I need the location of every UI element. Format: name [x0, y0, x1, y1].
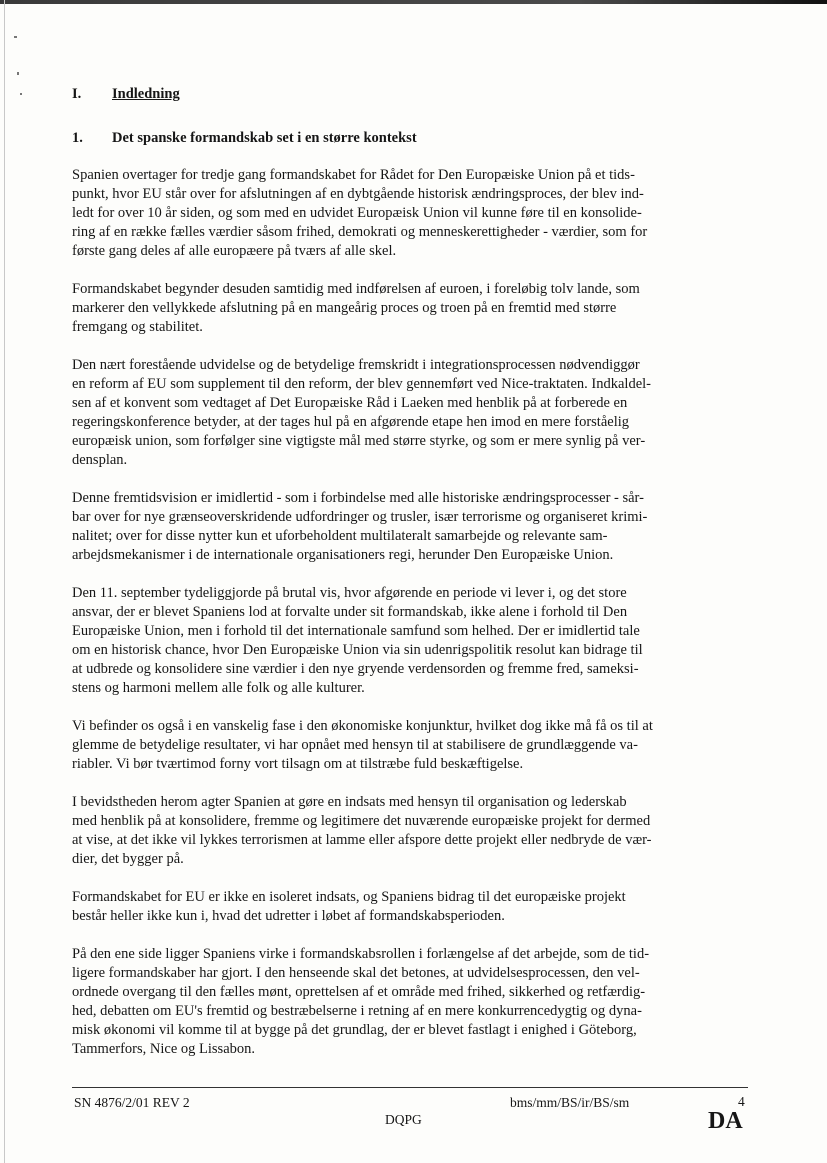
paragraph-line: regeringskonference betyder, at der tages hul på en afgørende etape hen imod en mere forståelig — [72, 414, 630, 430]
paragraph-line: dier, det bygger på. — [72, 851, 184, 867]
scan-edge-left — [4, 0, 5, 1163]
paragraph-line: fremgang og stabilitet. — [72, 319, 203, 335]
paragraph-line: med henblik på at konsolidere, fremme og legitimere det nuværende europæiske projekt for dermed — [72, 813, 651, 829]
scan-speck — [14, 36, 17, 38]
paragraph-line: Tammerfors, Nice og Lissabon. — [72, 1041, 256, 1057]
paragraph-line: at udbrede og konsolidere sine værdier i den nye gryende verdensorden og fremme fred, sameksi- — [72, 661, 639, 677]
paragraph-line: første gang deles af alle europæere på tværs af alle skel. — [72, 243, 397, 259]
paragraph-line: stens og harmoni mellem alle folk og alle kulturer. — [72, 680, 365, 696]
paragraph-line: punkt, hvor EU står over for afslutningen af en dybtgående historisk ændringsproces, der blev ind- — [72, 186, 644, 202]
paragraph-list — [72, 166, 748, 1059]
paragraph — [72, 356, 748, 470]
paragraph-line: På den ene side ligger Spaniens virke i formandskabsrollen i forlængelse af det arbejde, som de tid- — [72, 946, 650, 962]
paragraph — [72, 717, 748, 774]
paragraph-line: Formandskabet for EU er ikke en isoleret indsats, og Spaniens bidrag til det europæiske projekt — [72, 889, 626, 905]
paragraph-line: hed, debatten om EU's fremtid og bestræbelserne i retning af en mere konkurrencedygtig og dyna- — [72, 1003, 642, 1019]
paragraph-line: glemme de betydelige resultater, vi har opnået med hensyn til at stabilisere de grundlæggende va- — [72, 737, 638, 753]
paragraph-line: ledt for over 10 år siden, og som med en udvidet Europæisk Union vil kunne føre til en konsolide- — [72, 205, 642, 221]
paragraph-line: misk økonomi vil komme til at bygge på det grundlag, der er blevet fastlagt i enighed i Göteborg, — [72, 1022, 637, 1038]
subsection-heading — [72, 130, 748, 150]
paragraph-line: ordnede overgang til den fælles mønt, oprettelsen af et område med frihed, sikkerhed og retfærdig- — [72, 984, 646, 1000]
scan-speck — [20, 93, 22, 95]
paragraph-line: sen af et konvent som vedtaget af Det Europæiske Råd i Laeken med henblik på at forberede en — [72, 395, 628, 411]
paragraph-line: ligere formandskaber har gjort. I den henseende skal det betones, at udvidelsesprocessen, den vel- — [72, 965, 640, 981]
paragraph-line: om en historisk chance, hvor Den Europæiske Union via sin udenrigspolitik resolut kan bidrage til — [72, 642, 643, 658]
paragraph-line: densplan. — [72, 452, 128, 468]
language-code: DA — [708, 1108, 743, 1134]
paragraph-line: ansvar, der er blevet Spaniens lod at forvalte under sit formandskab, ikke alene i forhold til Den — [72, 604, 628, 620]
paragraph — [72, 166, 748, 261]
footer-divider — [72, 1087, 748, 1088]
paragraph-line: Formandskabet begynder desuden samtidig med indførelsen af euroen, i foreløbig tolv lande, som — [72, 281, 640, 297]
scan-speck — [17, 72, 19, 75]
paragraph-line: Vi befinder os også i en vanskelig fase i den økonomiske konjunktur, hvilket dog ikke må få os til at — [72, 718, 653, 734]
document-body — [72, 86, 748, 1059]
paragraph-line: I bevidstheden herom agter Spanien at gøre en indsats med hensyn til organisation og lederskab — [72, 794, 627, 810]
subsection-number: 1. — [72, 130, 83, 146]
paragraph-line: ring af en række fælles værdier såsom frihed, demokrati og menneskerettigheder - værdier, som for — [72, 224, 648, 240]
section-number: I. — [72, 86, 82, 102]
paragraph — [72, 888, 748, 926]
paragraph-line: at vise, at det ikke vil lykkes terrorismen at lamme eller afspore dette projekt eller nedbryde de vær- — [72, 832, 652, 848]
paragraph-line: Den nært forestående udvidelse og de betydelige fremskridt i integrationsprocessen nødvendiggør — [72, 357, 640, 373]
paragraph-line: Europæiske Union, men i forhold til det internationale samfund som helhed. Der er imidlertid tale — [72, 623, 640, 639]
paragraph — [72, 584, 748, 698]
department-code: DQPG — [385, 1112, 422, 1127]
paragraph-line: markerer den vellykkede afslutning på en mangeårig proces og troen på en fremtid med større — [72, 300, 617, 316]
paragraph-line: bar over for nye grænseoverskridende udfordringer og trusler, især terrorisme og organiseret krimi- — [72, 509, 648, 525]
paragraph-line: en reform af EU som supplement til den reform, der blev gennemført ved Nice-traktaten. Indkaldel- — [72, 376, 651, 392]
paragraph-line: riabler. Vi bør tværtimod forny vort tilsagn om at tilstræbe fuld beskæftigelse. — [72, 756, 524, 772]
paragraph — [72, 489, 748, 565]
paragraph — [72, 945, 748, 1059]
paragraph-line: europæisk union, som forfølger sine vigtigste mål med større styrke, og som er mere synlig på ver- — [72, 433, 646, 449]
author-initials: bms/mm/BS/ir/BS/sm — [510, 1095, 630, 1110]
paragraph-line: nalitet; over for disse nytter kun et uforbeholdent multilateralt samarbejde og relevante sam- — [72, 528, 608, 544]
document-reference: SN 4876/2/01 REV 2 — [74, 1095, 190, 1110]
paragraph — [72, 793, 748, 869]
paragraph-line: består heller ikke kun i, hvad det udretter i løbet af formandskabsperioden. — [72, 908, 505, 924]
section-title: Indledning — [112, 86, 180, 102]
page-number: 4 — [738, 1094, 745, 1109]
paragraph-line: Den 11. september tydeliggjorde på brutal vis, hvor afgørende en periode vi lever i, og det store — [72, 585, 627, 601]
section-heading — [72, 86, 748, 108]
paragraph-line: Spanien overtager for tredje gang formandskabet for Rådet for Den Europæiske Union på et tids- — [72, 167, 635, 183]
paragraph-line: Denne fremtidsvision er imidlertid - som i forbindelse med alle historiske ændringsprocesser - sår- — [72, 490, 644, 506]
subsection-title: Det spanske formandskab set i en større kontekst — [112, 130, 417, 146]
scan-edge-top — [0, 0, 827, 4]
paragraph — [72, 280, 748, 337]
paragraph-line: arbejdsmekanismer i de internationale organisationers regi, herunder Den Europæiske Union. — [72, 547, 614, 563]
